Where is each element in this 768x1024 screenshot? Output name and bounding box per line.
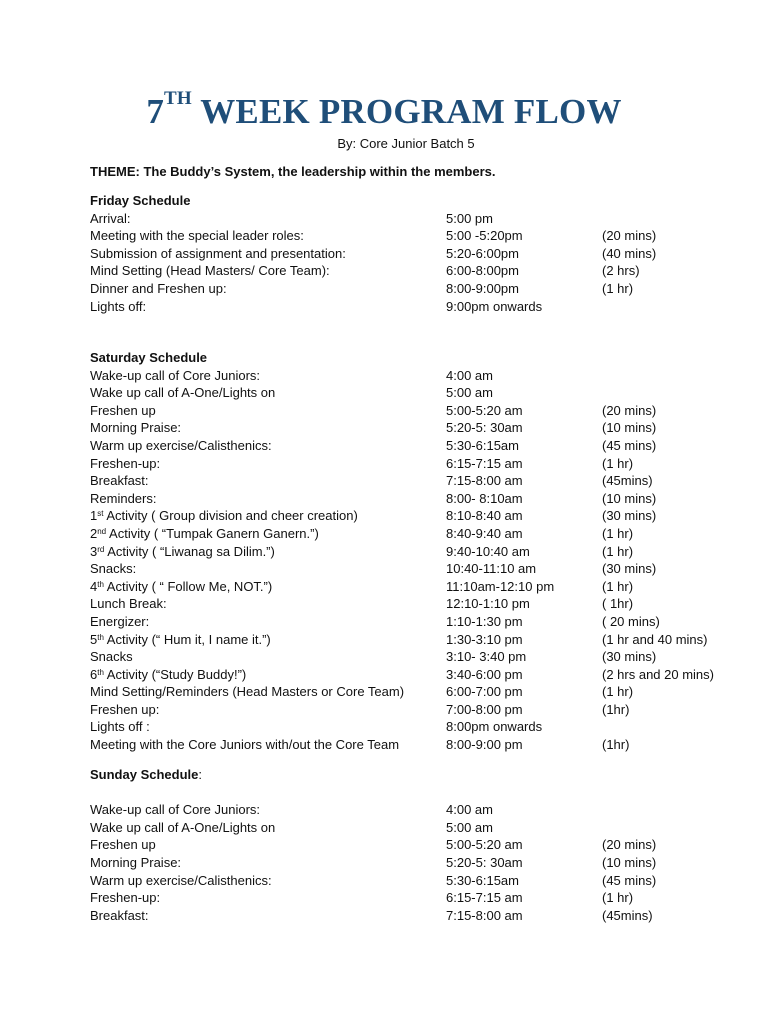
duration: (30 mins)	[602, 561, 657, 577]
time-range: 6:00-8:00pm	[446, 263, 519, 279]
time-range: 5:20-5: 30am	[446, 420, 523, 436]
schedule-row	[90, 907, 653, 925]
time-range: 5:00 pm	[446, 210, 493, 226]
schedule-row	[90, 801, 493, 819]
theme-line: THEME: The Buddy’s System, the leadership within the members.	[90, 164, 496, 179]
time-range: 3:10- 3:40 pm	[446, 649, 527, 665]
schedule-row	[90, 613, 660, 631]
activity-number: 4	[90, 578, 98, 594]
activity-text: Freshen up	[90, 837, 156, 853]
duration: (10 mins)	[602, 854, 657, 870]
duration: (40 mins)	[602, 245, 657, 261]
schedule-row	[90, 227, 657, 245]
activity-ordinal: st	[97, 509, 104, 519]
activity-text: Morning Praise:	[90, 420, 182, 436]
friday-schedule	[90, 192, 657, 315]
activity-number: 2	[90, 525, 98, 541]
activity-label	[90, 666, 246, 684]
activity-text: Mind Setting/Reminders (Head Masters or Core Team)	[90, 684, 405, 700]
activity-text: Meeting with the Core Juniors with/out the Core Team	[90, 737, 400, 753]
activity-text: Freshen-up:	[90, 890, 161, 906]
activity-ordinal: th	[97, 579, 104, 589]
schedule-row	[90, 889, 634, 907]
duration: (1hr)	[602, 701, 630, 717]
sunday-title-line	[90, 766, 202, 784]
activity-label	[90, 613, 149, 631]
schedule-row	[90, 683, 634, 701]
activity-ordinal: nd	[97, 526, 107, 536]
activity-text: Wake up call of A-One/Lights on	[90, 819, 276, 835]
time-range: 4:00 am	[446, 367, 493, 383]
time-range: 4:00 am	[446, 802, 493, 818]
time-range: 5:30-6:15am	[446, 437, 519, 453]
activity-label	[90, 907, 149, 925]
activity-label	[90, 543, 275, 561]
activity-text: Energizer:	[90, 613, 150, 629]
activity-label	[90, 367, 260, 385]
time-range: 12:10-1:10 pm	[446, 596, 530, 612]
time-range: 8:40-9:40 am	[446, 525, 523, 541]
sunday-title-colon: :	[198, 767, 202, 782]
activity-label	[90, 701, 159, 719]
activity-label	[90, 210, 130, 228]
activity-label	[90, 455, 160, 473]
activity-ordinal: rd	[97, 544, 105, 554]
time-range: 7:15-8:00 am	[446, 907, 523, 923]
sunday-schedule	[90, 766, 657, 924]
time-range: 6:00-7:00 pm	[446, 684, 523, 700]
activity-label	[90, 419, 181, 437]
schedule-row	[90, 298, 543, 316]
time-range: 8:00-9:00 pm	[446, 737, 523, 753]
sunday-title: Sunday Schedule	[90, 767, 199, 782]
activity-label	[90, 472, 149, 490]
activity-label	[90, 298, 146, 316]
activity-text: Wake-up call of Core Juniors:	[90, 367, 261, 383]
duration: (1 hr)	[602, 578, 634, 594]
time-range: 5:00 am	[446, 385, 493, 401]
time-range: 3:40-6:00 pm	[446, 666, 523, 682]
schedule-row	[90, 560, 657, 578]
time-range: 5:20-5: 30am	[446, 854, 523, 870]
schedule-row	[90, 280, 634, 298]
duration: (45mins)	[602, 907, 653, 923]
time-range: 10:40-11:10 am	[446, 561, 537, 577]
activity-number: 5	[90, 631, 98, 647]
time-range: 7:15-8:00 am	[446, 473, 523, 489]
schedule-row	[90, 854, 657, 872]
time-range: 11:10am-12:10 pm	[446, 578, 555, 594]
schedule-row	[90, 262, 640, 280]
activity-text: Snacks	[90, 649, 133, 665]
schedule-row	[90, 836, 657, 854]
title-number: 7	[146, 92, 165, 131]
schedule-row	[90, 631, 708, 649]
schedule-row	[90, 543, 634, 561]
duration: (45 mins)	[602, 437, 657, 453]
duration: (10 mins)	[602, 490, 657, 506]
activity-text: Mind Setting (Head Masters/ Core Team):	[90, 263, 330, 279]
activity-label	[90, 507, 358, 525]
time-range: 1:30-3:10 pm	[446, 631, 523, 647]
time-range: 8:00pm onwards	[446, 719, 543, 735]
activity-text: Activity ( “Tumpak Ganern Ganern.”)	[106, 525, 319, 541]
activity-label	[90, 595, 167, 613]
schedule-row	[90, 419, 657, 437]
activity-label	[90, 683, 404, 701]
byline: By: Core Junior Batch 5	[337, 136, 475, 151]
saturday-schedule	[90, 349, 714, 754]
activity-label	[90, 631, 271, 649]
schedule-row	[90, 666, 714, 684]
duration: ( 20 mins)	[602, 613, 660, 629]
duration: (1 hr)	[602, 684, 634, 700]
title-ordinal: TH	[164, 88, 192, 109]
schedule-row	[90, 367, 493, 385]
activity-text: Activity ( “Liwanag sa Dilim.”)	[104, 543, 275, 559]
activity-text: Reminders:	[90, 490, 157, 506]
schedule-row	[90, 210, 493, 228]
activity-number: 3	[90, 543, 98, 559]
duration: (1 hr and 40 mins)	[602, 631, 708, 647]
activity-text: Activity (“ Hum it, I name it.”)	[103, 631, 271, 647]
friday-rows	[90, 210, 657, 316]
time-range: 8:00- 8:10am	[446, 490, 523, 506]
activity-label	[90, 872, 272, 890]
saturday-rows	[90, 367, 714, 754]
duration: (30 mins)	[602, 649, 657, 665]
time-range: 5:00-5:20 am	[446, 402, 523, 418]
time-range: 5:00 -5:20pm	[446, 228, 523, 244]
duration: (2 hrs and 20 mins)	[602, 666, 714, 682]
activity-text: Warm up exercise/Calisthenics:	[90, 437, 272, 453]
schedule-row	[90, 736, 630, 754]
duration: (1 hr)	[602, 890, 634, 906]
activity-text: Breakfast:	[90, 907, 149, 923]
title-text: WEEK PROGRAM FLOW	[191, 92, 622, 131]
duration: ( 1hr)	[602, 596, 634, 612]
schedule-row	[90, 402, 657, 420]
schedule-row	[90, 595, 634, 613]
activity-label	[90, 437, 272, 455]
duration: (1 hr)	[602, 455, 634, 471]
activity-text: Warm up exercise/Calisthenics:	[90, 872, 272, 888]
activity-text: Snacks:	[90, 561, 137, 577]
activity-label	[90, 384, 275, 402]
time-range: 6:15-7:15 am	[446, 890, 523, 906]
time-range: 5:30-6:15am	[446, 872, 519, 888]
schedule-row	[90, 490, 657, 508]
activity-label	[90, 736, 399, 754]
activity-label	[90, 801, 260, 819]
schedule-row	[90, 507, 657, 525]
time-range: 5:20-6:00pm	[446, 245, 519, 261]
duration: (20 mins)	[602, 837, 657, 853]
saturday-title: Saturday Schedule	[90, 350, 208, 365]
duration: (45 mins)	[602, 872, 657, 888]
activity-label	[90, 819, 275, 837]
schedule-row	[90, 437, 657, 455]
activity-label	[90, 718, 150, 736]
activity-text: Freshen-up:	[90, 455, 161, 471]
schedule-row	[90, 819, 493, 837]
activity-label	[90, 245, 346, 263]
activity-text: Lights off:	[90, 298, 147, 314]
activity-text: Breakfast:	[90, 473, 149, 489]
activity-label	[90, 280, 227, 298]
schedule-row	[90, 245, 657, 263]
activity-text: Wake-up call of Core Juniors:	[90, 802, 261, 818]
activity-text: Activity ( “ Follow Me, NOT.”)	[103, 578, 273, 594]
duration: (2 hrs)	[602, 263, 640, 279]
page-title	[0, 88, 768, 132]
schedule-row	[90, 701, 630, 719]
schedule-row	[90, 455, 634, 473]
sunday-rows	[90, 801, 657, 924]
time-range: 9:00pm onwards	[446, 298, 543, 314]
duration: (20 mins)	[602, 402, 657, 418]
duration: (20 mins)	[602, 228, 657, 244]
activity-text: Submission of assignment and presentation:	[90, 245, 346, 261]
time-range: 1:10-1:30 pm	[446, 613, 523, 629]
time-range: 8:00-9:00pm	[446, 280, 519, 296]
activity-label	[90, 525, 319, 543]
activity-label	[90, 490, 156, 508]
time-range: 5:00 am	[446, 819, 493, 835]
schedule-row	[90, 872, 657, 890]
activity-ordinal: th	[97, 632, 104, 642]
activity-text: Meeting with the special leader roles:	[90, 228, 304, 244]
activity-text: Lights off :	[90, 719, 150, 735]
activity-ordinal: th	[97, 667, 104, 677]
duration: (45mins)	[602, 473, 653, 489]
activity-text: Dinner and Freshen up:	[90, 280, 227, 296]
activity-label	[90, 889, 160, 907]
activity-text: Morning Praise:	[90, 854, 182, 870]
duration: (1 hr)	[602, 525, 634, 541]
activity-label	[90, 836, 156, 854]
time-range: 7:00-8:00 pm	[446, 701, 523, 717]
activity-text: Freshen up	[90, 402, 156, 418]
activity-label	[90, 262, 330, 280]
duration: (1 hr)	[602, 280, 634, 296]
activity-number: 6	[90, 666, 98, 682]
activity-text: Wake up call of A-One/Lights on	[90, 385, 276, 401]
activity-label	[90, 402, 156, 420]
activity-label	[90, 854, 181, 872]
activity-label	[90, 560, 136, 578]
activity-text: Activity (“Study Buddy!”)	[103, 666, 247, 682]
activity-text: Freshen up:	[90, 701, 160, 717]
time-range: 9:40-10:40 am	[446, 543, 530, 559]
activity-label	[90, 227, 304, 245]
schedule-row	[90, 525, 634, 543]
time-range: 6:15-7:15 am	[446, 455, 523, 471]
activity-label	[90, 648, 133, 666]
activity-text: Lunch Break:	[90, 596, 167, 612]
duration: (30 mins)	[602, 508, 657, 524]
schedule-row	[90, 718, 543, 736]
schedule-row	[90, 472, 653, 490]
schedule-row	[90, 578, 634, 596]
duration: (1 hr)	[602, 543, 634, 559]
duration: (10 mins)	[602, 420, 657, 436]
time-range: 8:10-8:40 am	[446, 508, 523, 524]
spacer	[90, 784, 202, 802]
friday-title: Friday Schedule	[90, 193, 191, 208]
schedule-row	[90, 384, 493, 402]
activity-text: Arrival:	[90, 210, 131, 226]
time-range: 5:00-5:20 am	[446, 837, 523, 853]
duration: (1hr)	[602, 737, 630, 753]
schedule-row	[90, 648, 657, 666]
activity-number: 1	[90, 508, 98, 524]
activity-label	[90, 578, 272, 596]
activity-text: Activity ( Group division and cheer creation)	[103, 508, 358, 524]
